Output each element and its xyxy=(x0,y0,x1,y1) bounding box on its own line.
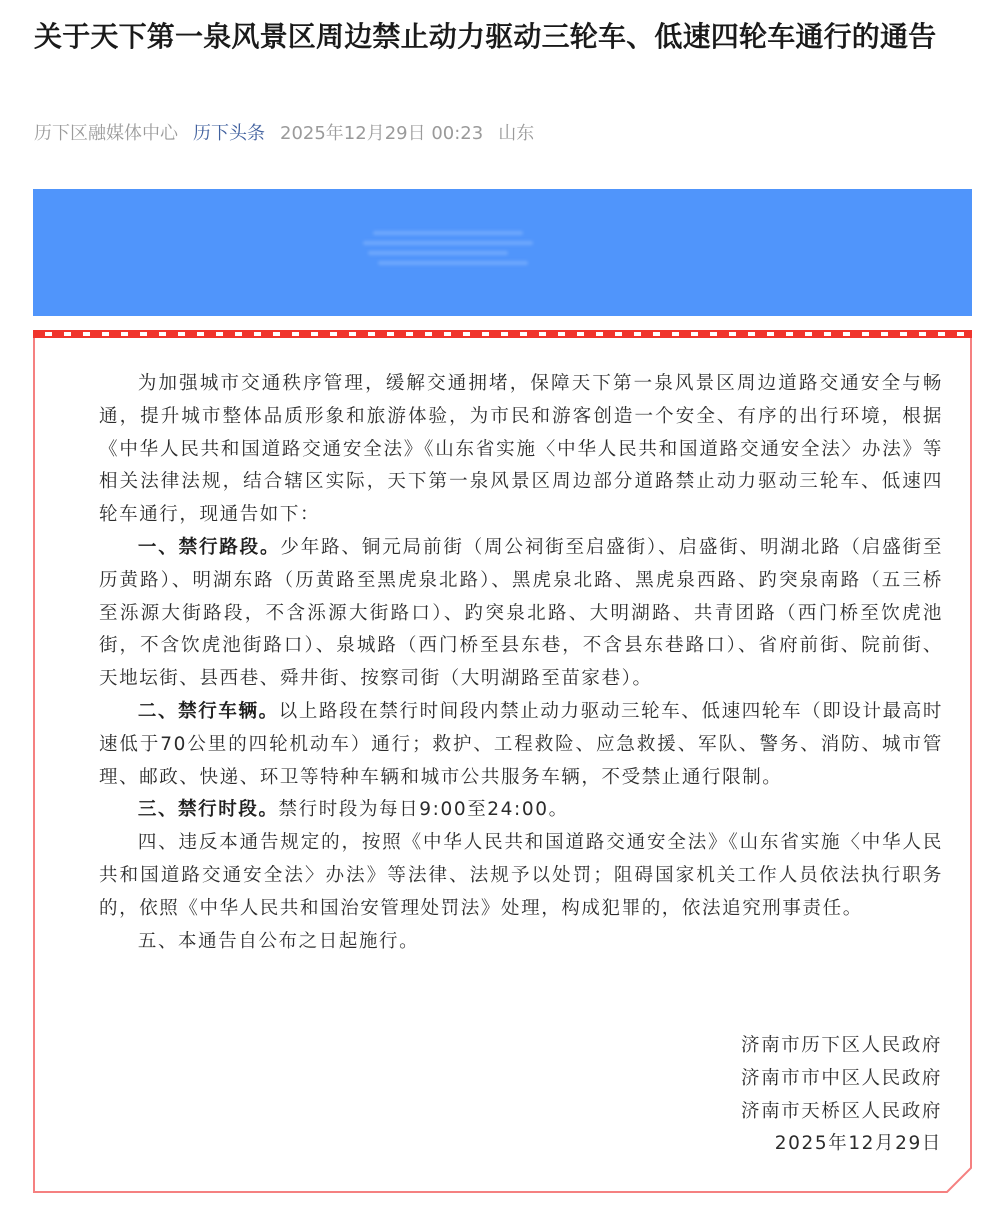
publish-datetime: 2025年12月29日 00:23 xyxy=(280,123,484,144)
section-2-heading: 二、禁行车辆。 xyxy=(137,700,279,722)
intro-paragraph: 为加强城市交通秩序管理，缓解交通拥堵，保障天下第一泉风景区周边道路交通安全与畅通，提升城市整体品质形象和旅游体验，为市民和游客创造一个安全、有序的出行环境，根据《中华人民共和国道路交通安全法》《山东省实施〈中华人民共和国道路交通安全法〉办法》等相关法律法规，结合辖区实际，天下第一泉风景区周边部分道路禁止动力驱动三轮车、低速四轮车通行，现通告如下： xyxy=(99,373,943,526)
article-title: 关于天下第一泉风景区周边禁止动力驱动三轮车、低速四轮车通行的通告 xyxy=(34,20,937,53)
section-3-heading: 三、禁行时段。 xyxy=(137,799,279,821)
section-1 xyxy=(99,532,943,696)
section-4-text: 四、违反本通告规定的，按照《中华人民共和国道路交通安全法》《山东省实施〈中华人民共和国道路交通安全法〉办法》等法律、法规予以处罚；阻碍国家机关工作人员依法执行职务的，依照《中华人民共和国治安管理处罚法》处理，构成犯罪的，依法追究刑事责任。 xyxy=(99,832,943,919)
issuer-tianqiao: 济南市天桥区人民政府 xyxy=(740,1100,942,1122)
section-3-text: 禁行时段为每日9:00至24:00。 xyxy=(278,799,569,821)
source-link[interactable]: 历下头条 xyxy=(193,123,265,144)
section-3 xyxy=(99,794,943,827)
banner-image xyxy=(33,189,972,316)
section-4 xyxy=(99,827,943,925)
location-label: 山东 xyxy=(498,123,535,144)
issuer-shizhong: 济南市市中区人民政府 xyxy=(740,1067,942,1089)
article-meta xyxy=(34,118,549,146)
notice-body xyxy=(99,368,943,958)
section-5 xyxy=(99,926,943,959)
issuer-lixia: 济南市历下区人民政府 xyxy=(740,1035,942,1056)
section-1-heading: 一、禁行路段。 xyxy=(137,536,281,558)
author-label: 历下区融媒体中心 xyxy=(34,123,178,144)
section-1-text: 少年路、铜元局前街（周公祠街至启盛街）、启盛街、明湖北路（启盛街至历黄路）、明湖东路（历黄路至黑虎泉北路）、黑虎泉北路、黑虎泉西路、趵突泉南路（五三桥至泺源大街路段，不含泺源大街路口）、趵突泉北路、大明湖路、共青团路（西门桥至饮虎池街，不含饮虎池街路口）、泉城路（西门桥至县东巷，不含县东巷路口）、省府前街、院前街、天地坛街、县西巷、舜井街、按察司街（大明湖路至苗家巷）。 xyxy=(99,536,944,690)
notice-card xyxy=(33,330,972,1194)
section-2 xyxy=(99,696,943,794)
section-5-text: 五、本通告自公布之日起施行。 xyxy=(137,930,420,952)
signature-block xyxy=(741,1030,942,1161)
dashed-top-border xyxy=(33,330,972,338)
section-2-text: 以上路段在禁行时间段内禁止动力驱动三轮车、低速四轮车（即设计最高时速低于70公里的四轮机动车）通行；救护、工程救险、应急救援、军队、警务、消防、城市管理、邮政、快递、环卫等特种车辆和城市公共服务车辆，不受禁止通行限制。 xyxy=(99,700,943,788)
signature-date: 2025年12月29日 xyxy=(774,1133,942,1155)
